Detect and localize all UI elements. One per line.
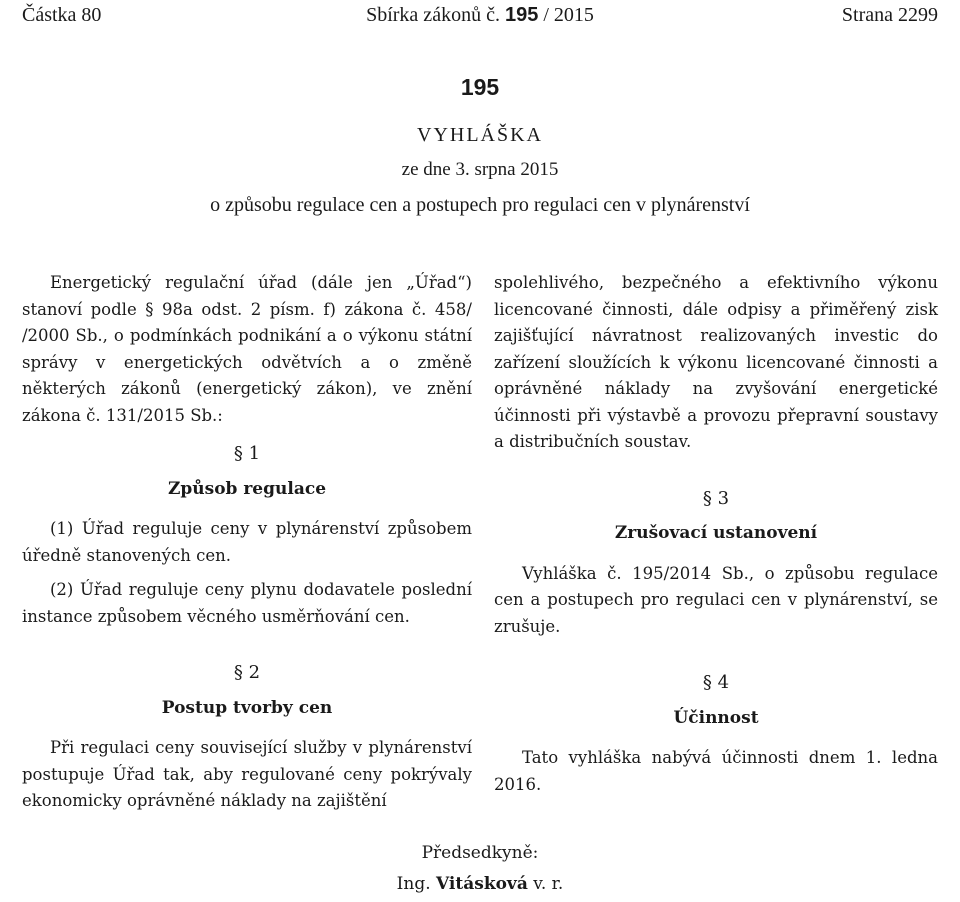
signatory-name <box>0 874 960 894</box>
section-sign-2: § 2 <box>233 662 261 683</box>
signatory-suffix: v. r. <box>533 874 564 894</box>
section-heading-4: Účinnost <box>673 707 759 728</box>
header-collection <box>22 4 938 27</box>
section-2-paragraph-start: Při regulaci ceny související služby v plynárenství postupuje Úřad tak, aby regulované ceny pokrývaly ekonomicky oprávněné náklady na zajištění <box>22 738 472 810</box>
section-1-paragraph-1: (1) Úřad reguluje ceny v plynárenství způsobem úředně stanovených cen. <box>22 519 472 565</box>
section-heading-3: Zrušovací ustanovení <box>614 523 818 543</box>
header-collection-prefix: Sbírka zákonů č. <box>366 4 500 26</box>
section-sign-3: § 3 <box>702 487 730 509</box>
section-2-paragraph-continued: spolehlivého, bezpečného a efektivního výkonu licencované činnosti, dále odpisy a přiměřený zisk zajišťující návratnost realizovaných investic do zařízení sloužících k výkonu licencované činnosti a oprávněné náklady na zvyšování energetické účinnosti při výstavbě a provozu přepravní soustavy a distribučních soustav. <box>494 273 938 451</box>
header-part-number: Částka 80 <box>22 4 102 26</box>
signatory-title: Předsedkyně: <box>421 843 539 863</box>
section-4-paragraph: Tato vyhláška nabývá účinnosti dnem 1. ledna 2016. <box>494 748 938 794</box>
section-3-paragraph: Vyhláška č. 195/2014 Sb., o způsobu regulace cen a postupech pro regulaci cen v plynárenství, se zrušuje. <box>494 563 938 636</box>
section-heading-1: Způsob regulace <box>167 478 327 499</box>
left-column <box>22 270 472 815</box>
header-collection-year: / 2015 <box>543 4 594 26</box>
document-kind: VYHLÁŠKA <box>417 124 543 146</box>
signatory-prefix: Ing. <box>396 874 431 894</box>
section-heading-2: Postup tvorby cen <box>161 697 333 718</box>
signatory-surname: Vitásková <box>436 874 528 894</box>
preamble: Energetický regulační úřad (dále jen „Úřad“) stanoví podle § 98a odst. 2 písm. f) zákona č. 458/ /2000 Sb., o podmínkách podnikání a o výkonu státní správy v energetických odvětvích a o změně některých zákonů (energetický zákon), ve znění zákona č. 131/2015 Sb.: <box>22 273 472 425</box>
running-header <box>22 4 938 30</box>
section-1-paragraph-2: (2) Úřad reguluje ceny plynu dodavatele poslední instance způsobem věcného usměrňování cen. <box>22 580 472 626</box>
header-collection-number: 195 <box>504 4 539 26</box>
document-subject: o způsobu regulace cen a postupech pro regulaci cen v plynárenství <box>210 194 750 216</box>
section-sign-1: § 1 <box>233 443 261 464</box>
right-column <box>494 270 938 798</box>
document-number: 195 <box>460 74 500 100</box>
header-page-number: Strana 2299 <box>841 4 938 26</box>
section-sign-4: § 4 <box>702 672 730 693</box>
document-date: ze dne 3. srpna 2015 <box>401 159 559 180</box>
